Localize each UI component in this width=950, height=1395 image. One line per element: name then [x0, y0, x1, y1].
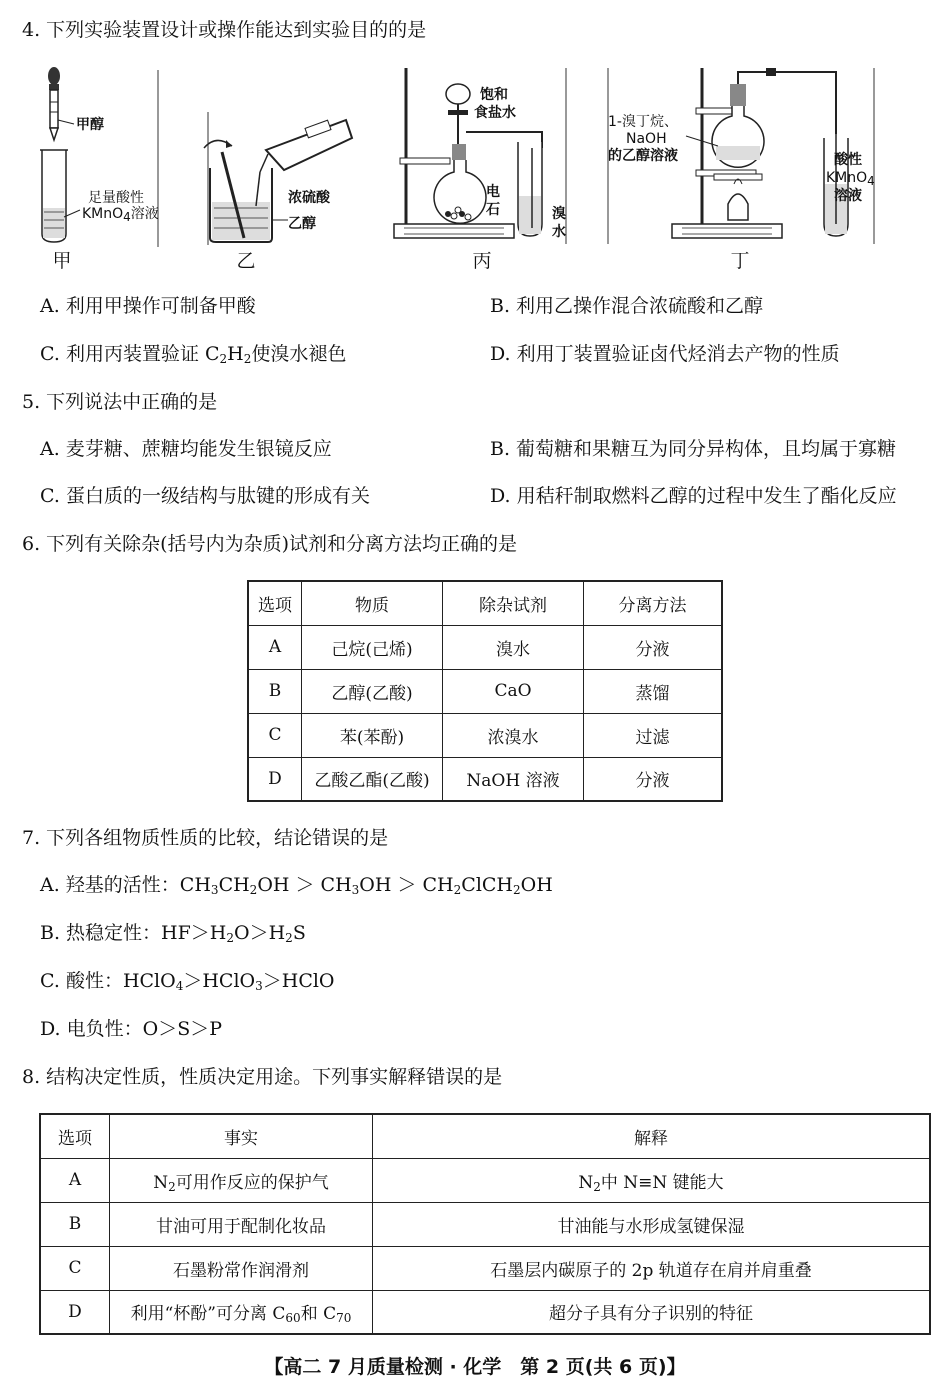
label-acidic-kmno4-2: KMnO$_4$ [826, 170, 875, 188]
label-stone-1: 电 [486, 184, 500, 200]
figure-yi [196, 110, 356, 245]
table-cell: D [248, 757, 302, 801]
q4-option-a: A. 利用甲操作可制备甲酸 [40, 295, 256, 317]
table-cell: D [40, 1290, 110, 1334]
caption-jia: 甲 [52, 250, 72, 272]
header-cell: 分离方法 [584, 581, 723, 625]
table-row [248, 757, 722, 801]
table-cell: 甘油能与水形成氢键保湿 [373, 1202, 931, 1246]
q4-option-d: D. 利用丁装置验证卤代烃消去产物的性质 [490, 343, 840, 365]
table-cell: 过滤 [584, 713, 723, 757]
table-cell: B [248, 669, 302, 713]
q4-option-b: B. 利用乙操作混合浓硫酸和乙醇 [490, 295, 764, 317]
table-header-row [248, 581, 722, 625]
table-row [248, 713, 722, 757]
table-cell: 石墨层内碳原子的 2p 轨道存在肩并肩重叠 [373, 1246, 931, 1290]
q8-stem: 8. 结构决定性质，性质决定用途。下列事实解释错误的是 [22, 1066, 503, 1088]
table-row [40, 1158, 930, 1202]
q5-option-b: B. 葡萄糖和果糖互为同分异构体，且均属于寡糖 [490, 438, 897, 460]
header-cell: 除杂试剂 [443, 581, 584, 625]
table-cell: NaOH 溶液 [443, 757, 584, 801]
label-kmno4-line2: KMnO$_4$溶液 [82, 206, 159, 224]
caption-ding: 丁 [730, 250, 750, 272]
table-cell: 己烷(己烯) [302, 625, 443, 669]
table-cell: C [248, 713, 302, 757]
q7-option-a: A. 羟基的活性：$CH_3CH_2OH > CH_3OH$ ＞ $CH_2ClCH_2OH$ [40, 874, 553, 897]
table-cell: 浓溴水 [443, 713, 584, 757]
header-cell: 选项 [40, 1114, 110, 1158]
table-row [40, 1246, 930, 1290]
caption-yi: 乙 [236, 250, 256, 272]
q5-option-a: A. 麦芽糖、蔗糖均能发生银镜反应 [40, 438, 332, 460]
table-cell: $N_2$中 N≡N 键能大 [373, 1158, 931, 1202]
q6-stem: 6. 下列有关除杂(括号内为杂质)试剂和分离方法均正确的是 [22, 533, 517, 555]
table-cell: B [40, 1202, 110, 1246]
label-bromine-2: 水 [552, 224, 566, 240]
label-acidic-kmno4-3: 溶液 [834, 188, 862, 204]
q5-stem: 5. 下列说法中正确的是 [22, 391, 218, 413]
table-cell: 石墨粉常作润滑剂 [110, 1246, 373, 1290]
table-header-row [40, 1114, 930, 1158]
table-cell: 分液 [584, 757, 723, 801]
label-stone-2: 石 [486, 202, 500, 218]
q5-option-d: D. 用秸秆制取燃料乙醇的过程中发生了酯化反应 [490, 485, 897, 507]
table-row [40, 1290, 930, 1334]
q7-stem: 7. 下列各组物质性质的比较，结论错误的是 [22, 827, 389, 849]
q7-option-d: D. 电负性：O＞S＞P [40, 1018, 223, 1040]
label-acidic-kmno4-1: 酸性 [834, 152, 862, 168]
table-cell: 蒸馏 [584, 669, 723, 713]
q4-option-c: C. 利用丙装置验证 $C_2H_2$使溴水褪色 [40, 343, 347, 366]
table-cell: C [40, 1246, 110, 1290]
header-cell: 选项 [248, 581, 302, 625]
q7-option-b: B. 热稳定性：$HF>H_2O>H_2S$ [40, 922, 306, 945]
caption-bing: 丙 [472, 250, 492, 272]
table-cell: A [248, 625, 302, 669]
table-cell: $N_2$可用作反应的保护气 [110, 1158, 373, 1202]
table-cell: 乙酸乙酯(乙酸) [302, 757, 443, 801]
page-footer: 【高二 7 月质量检测 · 化学 第 2 页(共 6 页)】 [264, 1356, 686, 1378]
header-cell: 事实 [110, 1114, 373, 1158]
label-methanol: 甲醇 [76, 117, 104, 133]
label-brine-1: 饱和 [480, 87, 508, 103]
label-ethanol: 乙醇 [288, 216, 316, 232]
q6-table [247, 580, 723, 802]
q7-option-c: C. 酸性：HClO$_4$＞HClO$_3$＞HClO [40, 970, 335, 993]
table-cell: CaO [443, 669, 584, 713]
label-kmno4-line1: 足量酸性 [88, 190, 144, 206]
q8-table [39, 1113, 931, 1335]
table-cell: A [40, 1158, 110, 1202]
header-cell: 解释 [373, 1114, 931, 1158]
label-mix-3: 的乙醇溶液 [608, 148, 678, 164]
table-cell: 甘油可用于配制化妆品 [110, 1202, 373, 1246]
table-row [40, 1202, 930, 1246]
header-cell: 物质 [302, 581, 443, 625]
label-brine-2: 食盐水 [474, 105, 516, 121]
q5-option-c: C. 蛋白质的一级结构与肽键的形成有关 [40, 485, 370, 507]
q4-stem: 4. 下列实验装置设计或操作能达到实验目的的是 [22, 19, 427, 41]
label-mix-2: NaOH [626, 131, 667, 147]
table-cell: 利用“杯酚”可分离 $C_{60}$和 $C_{70}$ [110, 1290, 373, 1334]
label-bromine-1: 溴 [552, 206, 566, 222]
label-mix-1: 1-溴丁烷、 [608, 114, 678, 130]
table-row [248, 669, 722, 713]
table-cell: 苯(苯酚) [302, 713, 443, 757]
table-cell: 分液 [584, 625, 723, 669]
table-row [248, 625, 722, 669]
table-cell: 超分子具有分子识别的特征 [373, 1290, 931, 1334]
label-conc-sulfuric-acid: 浓硫酸 [288, 190, 330, 206]
table-cell: 溴水 [443, 625, 584, 669]
table-cell: 乙醇(乙酸) [302, 669, 443, 713]
